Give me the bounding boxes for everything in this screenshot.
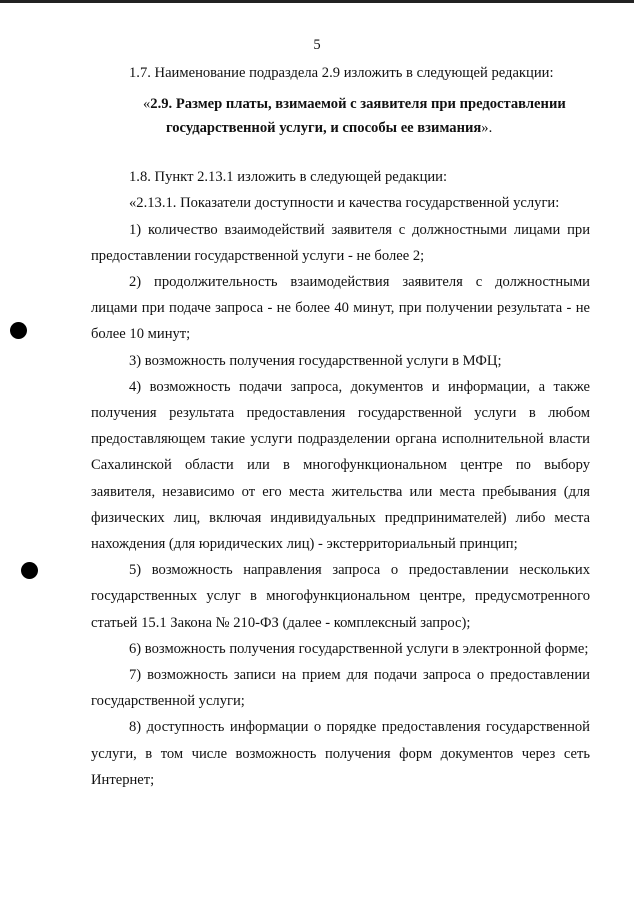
- title-line-2: государственной услуги, и способы ее взимания: [166, 120, 482, 137]
- page-number: 5: [313, 37, 321, 53]
- list-item: 6) возможность получения государственной услуги в электронной форме;: [129, 640, 589, 657]
- page-top-edge: [0, 0, 634, 3]
- amendment-1-8-intro: 1.8. Пункт 2.13.1 изложить в следующей редакции:: [129, 169, 448, 186]
- subsection-title-line-1: [143, 92, 590, 116]
- list-item: 8) доступность информации о порядке предоставления государственной услуги, в том числе возможность получения форм документов через сеть Интернет;: [91, 719, 590, 788]
- punch-hole-lower: [21, 562, 38, 579]
- title-close-quote: ».: [481, 120, 493, 137]
- clause-2-13-1: «2.13.1. Показатели доступности и качества государственной услуги:: [129, 195, 560, 212]
- list-item: 1) количество взаимодействий заявителя с должностными лицами при предоставлении государственной услуги - не более 2;: [91, 221, 590, 264]
- amendment-1-7-intro: 1.7. Наименование подраздела 2.9 изложить в следующей редакции:: [129, 65, 554, 81]
- punch-hole-upper: [10, 322, 27, 339]
- list-item: 3) возможность получения государственной услуги в МФЦ;: [129, 352, 502, 369]
- list-item: 2) продолжительность взаимодействия заявителя с должностными лицами при подаче запроса - не более 40 минут, при получении результата - не более 10 минут;: [91, 274, 590, 343]
- title-line-1: 2.9. Размер платы, взимаемой с заявителя при предоставлении: [150, 96, 566, 113]
- document-body: [91, 60, 590, 793]
- list-item: 5) возможность направления запроса о предоставлении нескольких государственных услуг в многофункциональном центре, предусмотренного статьей 15.1 Закона № 210-ФЗ (далее - комплексный запрос);: [91, 562, 590, 631]
- subsection-title-line-2: [143, 116, 590, 140]
- list-item: 4) возможность подачи запроса, документов и информации, а также получения результата предоставления государственной услуги в любом предоставляющем такие услуги подразделении органа исполнительной власти Сахалинской области или в многофункциональном центре по выбору заявителя, независимо от его места жительства или места пребывания (для физических лиц, включая индивидуальных предпринимателей) либо места нахождения (для юридических лиц) - экстерриториальный принцип;: [91, 378, 590, 553]
- title-open-quote: «: [143, 96, 151, 113]
- paragraph-gap: [91, 140, 590, 164]
- list-item: 7) возможность записи на прием для подачи запроса о предоставлении государственной услуги;: [91, 667, 590, 710]
- subsection-title: [91, 92, 590, 140]
